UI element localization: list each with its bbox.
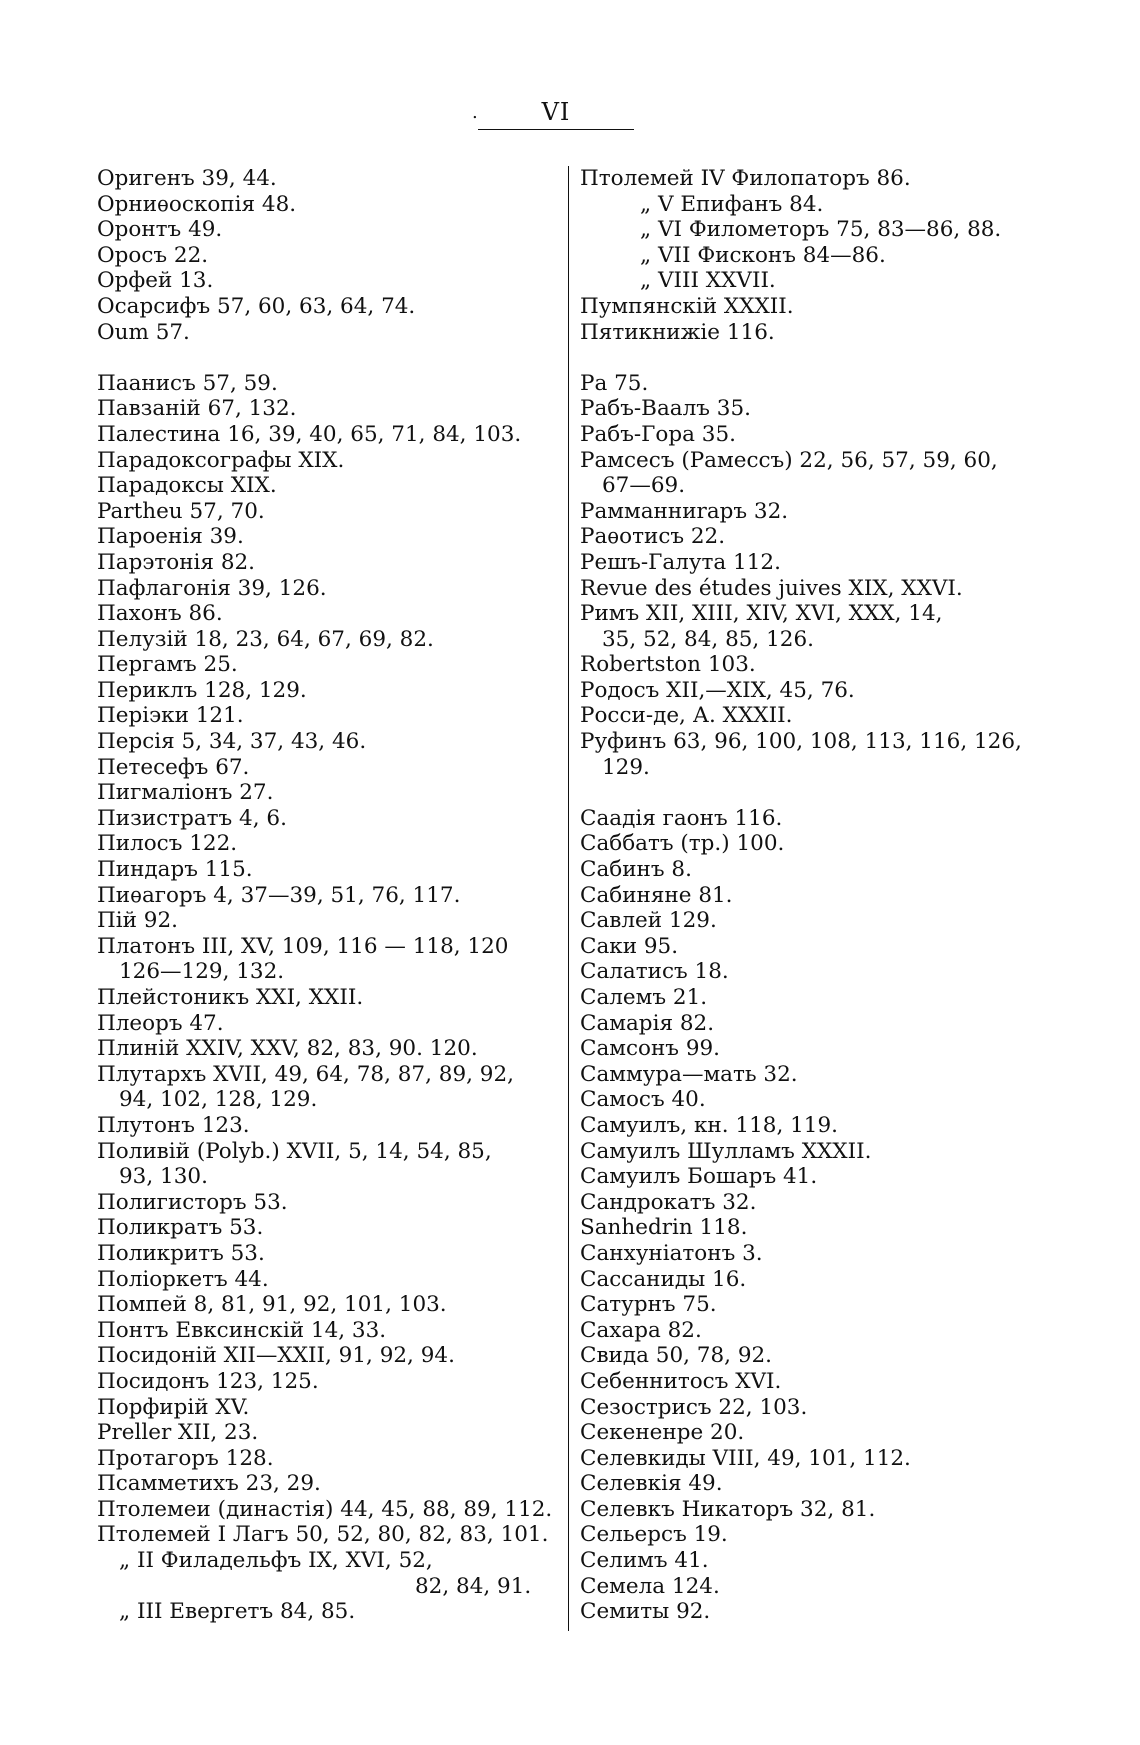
index-entry: Псамметихъ 23, 29. [97, 1471, 321, 1497]
index-entry: Пятикнижіе 116. [580, 319, 775, 345]
index-entry: Пизистратъ 4, 6. [97, 805, 287, 831]
index-entry: Протагоръ 128. [97, 1445, 274, 1471]
index-entry: Помпей 8, 81, 91, 92, 101, 103. [97, 1292, 447, 1318]
index-entry: Пумпянскій XXXII. [580, 293, 794, 319]
index-entry: Пелузій 18, 23, 64, 67, 69, 82. [97, 626, 434, 652]
index-entry: Саммура—мать 32. [580, 1061, 798, 1087]
index-entry: Самуилъ, кн. 118, 119. [580, 1112, 838, 1138]
index-entry: Паанисъ 57, 59. [97, 370, 278, 396]
index-entry: Решъ-Галута 112. [580, 549, 781, 575]
index-entry: Partheu 57, 70. [97, 498, 265, 524]
index-entry: Селевкъ Никаторъ 32, 81. [580, 1496, 876, 1522]
index-entry: Савлей 129. [580, 908, 717, 934]
index-entry: Салатисъ 18. [580, 959, 729, 985]
section-gap [97, 345, 559, 371]
index-entry: „ VIII XXVII. [640, 268, 776, 294]
index-entry: Сатурнъ 75. [580, 1292, 717, 1318]
index-entry: Пигмаліонъ 27. [97, 780, 274, 806]
index-entry: Плейстоникъ XXI, XXII. [97, 985, 364, 1010]
index-entry: Парэтонія 82. [97, 549, 256, 575]
index-entry: Самсонъ 99. [580, 1036, 721, 1062]
index-entry: Пароенія 39. [97, 524, 244, 550]
index-entry: Плутархъ XVII, 49, 64, 78, 87, 89, 92, [97, 1061, 514, 1087]
index-entry: Поливій (Polyb.) XVII, 5, 14, 54, 85, [97, 1138, 492, 1164]
index-entry: Плутонъ 123. [97, 1112, 250, 1138]
index-entry: Саки 95. [580, 933, 679, 959]
index-entry: Семела 124. [580, 1573, 720, 1599]
index-entry: Селевкія 49. [580, 1471, 723, 1497]
index-entry: Секененре 20. [580, 1420, 745, 1446]
index-entry: Пиѳагоръ 4, 37—39, 51, 76, 117. [97, 882, 461, 908]
index-entry: Ра 75. [580, 370, 649, 396]
index-entry: Палестина 16, 39, 40, 65, 71, 84, 103. [97, 421, 522, 447]
index-entry: „ VII Фисконъ 84—86. [640, 242, 886, 268]
index-entry: Руфинъ 63, 96, 100, 108, 113, 116, 126, [580, 729, 1022, 755]
index-entry: „ V Епифанъ 84. [640, 191, 824, 217]
index-entry: Птолемеи (династія) 44, 45, 88, 89, 112. [97, 1496, 553, 1522]
index-entry: Пергамъ 25. [97, 652, 238, 678]
index-entry: Revue des études juives XIX, XXVI. [580, 575, 963, 601]
index-entry: Росси-де, А. XXXII. [580, 703, 793, 729]
index-entry: Оросъ 22. [97, 242, 209, 268]
index-entry: Сельерсъ 19. [580, 1522, 728, 1548]
section-gap [580, 780, 1050, 806]
index-entry: Персія 5, 34, 37, 43, 46. [97, 729, 367, 755]
index-entry: Родосъ XII,—XIX, 45, 76. [580, 677, 855, 703]
index-entry: Поликратъ 53. [97, 1215, 264, 1241]
index-entry: Плиній XXIV, XXV, 82, 83, 90. 120. [97, 1036, 478, 1062]
index-entry: Пиндаръ 115. [97, 857, 253, 883]
index-entry: Раѳотисъ 22. [580, 524, 726, 550]
index-column-right [580, 166, 1050, 1625]
index-entry: Сахара 82. [580, 1317, 702, 1343]
index-entry: Птолемей I Лагъ 50, 52, 80, 82, 83, 101. [97, 1522, 549, 1548]
index-entry: Петесефъ 67. [97, 754, 250, 780]
index-entry: „ II Филадельфъ IX, XVI, 52, [119, 1548, 433, 1574]
index-entry: 67—69. [602, 473, 686, 499]
index-entry: Сандрокатъ 32. [580, 1189, 757, 1215]
index-entry: Оронтъ 49. [97, 217, 223, 243]
index-entry: Oum 57. [97, 319, 190, 345]
index-entry: Осарсифъ 57, 60, 63, 64, 74. [97, 293, 416, 319]
index-entry: „ VI Филометоръ 75, 83—86, 88. [640, 217, 1002, 243]
index-entry: Пафлагонія 39, 126. [97, 575, 327, 601]
index-entry: Рамсесъ (Рамессъ) 22, 56, 57, 59, 60, [580, 447, 998, 473]
index-entry: Римъ XII, XIII, XIV, XVI, XXX, 14, [580, 601, 943, 627]
index-entry: Свида 50, 78, 92. [580, 1343, 773, 1369]
index-entry: Селевкиды VIII, 49, 101, 112. [580, 1445, 911, 1471]
index-entry: 82, 84, 91. [415, 1573, 532, 1599]
index-entry: Періэки 121. [97, 703, 244, 729]
column-divider [568, 166, 569, 1631]
index-entry: Самосъ 40. [580, 1087, 706, 1113]
index-entry: Рабъ-Ваалъ 35. [580, 396, 751, 422]
index-entry: 129. [602, 754, 650, 780]
index-entry: Самуилъ Бошаръ 41. [580, 1164, 818, 1190]
index-entry: Орниѳоскопія 48. [97, 191, 297, 217]
index-entry: Саббатъ (тр.) 100. [580, 831, 785, 857]
index-entry: Посидоній XII—XXII, 91, 92, 94. [97, 1343, 455, 1369]
index-entry: Рамманниraръ 32. [580, 498, 789, 524]
index-entry: Сабиняне 81. [580, 882, 733, 908]
index-entry: Саадія гаонъ 116. [580, 805, 783, 831]
page-number: . VI [478, 98, 634, 130]
index-entry: Самуилъ Шулламъ XXXII. [580, 1138, 872, 1164]
index-entry: Sanhedrin 118. [580, 1215, 748, 1241]
index-entry: 35, 52, 84, 85, 126. [602, 626, 814, 652]
index-entry: Поликритъ 53. [97, 1240, 265, 1266]
index-entry: Пилосъ 122. [97, 831, 238, 857]
index-entry: Салемъ 21. [580, 985, 708, 1010]
index-entry: Орфей 13. [97, 268, 214, 294]
index-entry: Парадоксы XIX. [97, 473, 277, 499]
index-entry: Понтъ Евксинскій 14, 33. [97, 1317, 387, 1343]
index-entry: Сабинъ 8. [580, 857, 692, 883]
index-entry: Robertston 103. [580, 652, 756, 678]
index-entry: Сассаниды 16. [580, 1266, 747, 1292]
index-entry: 126—129, 132. [119, 959, 285, 985]
index-entry: Платонъ III, XV, 109, 116 — 118, 120 [97, 933, 509, 959]
index-entry: 94, 102, 128, 129. [119, 1087, 318, 1113]
index-entry: Самарія 82. [580, 1010, 715, 1036]
index-entry: Поліоркетъ 44. [97, 1266, 269, 1292]
index-entry: Пій 92. [97, 908, 178, 934]
index-entry: Себеннитосъ XVI. [580, 1368, 782, 1394]
index-entry: Селимъ 41. [580, 1548, 709, 1574]
index-entry: Периклъ 128, 129. [97, 677, 307, 703]
index-entry: „ III Евергетъ 84, 85. [119, 1599, 356, 1625]
index-entry: Парадоксографы XIX. [97, 447, 345, 473]
section-gap [580, 345, 1050, 371]
index-column-left [97, 166, 559, 1625]
index-entry: Оригенъ 39, 44. [97, 166, 277, 191]
index-entry: Санхуніатонъ 3. [580, 1240, 763, 1266]
index-entry: Плеоръ 47. [97, 1010, 224, 1036]
index-entry: Павзаній 67, 132. [97, 396, 297, 422]
index-entry: Семиты 92. [580, 1599, 711, 1625]
index-entry: Preller XII, 23. [97, 1420, 259, 1446]
index-entry: Посидонъ 123, 125. [97, 1368, 319, 1394]
index-entry: 93, 130. [119, 1164, 208, 1190]
index-entry: Сезострисъ 22, 103. [580, 1394, 808, 1420]
index-entry: Птолемей IV Филопаторъ 86. [580, 166, 911, 191]
index-entry: Пахонъ 86. [97, 601, 223, 627]
index-entry: Полигисторъ 53. [97, 1189, 288, 1215]
index-entry: Рабъ-Гора 35. [580, 421, 736, 447]
index-entry: Порфирій XV. [97, 1394, 250, 1420]
